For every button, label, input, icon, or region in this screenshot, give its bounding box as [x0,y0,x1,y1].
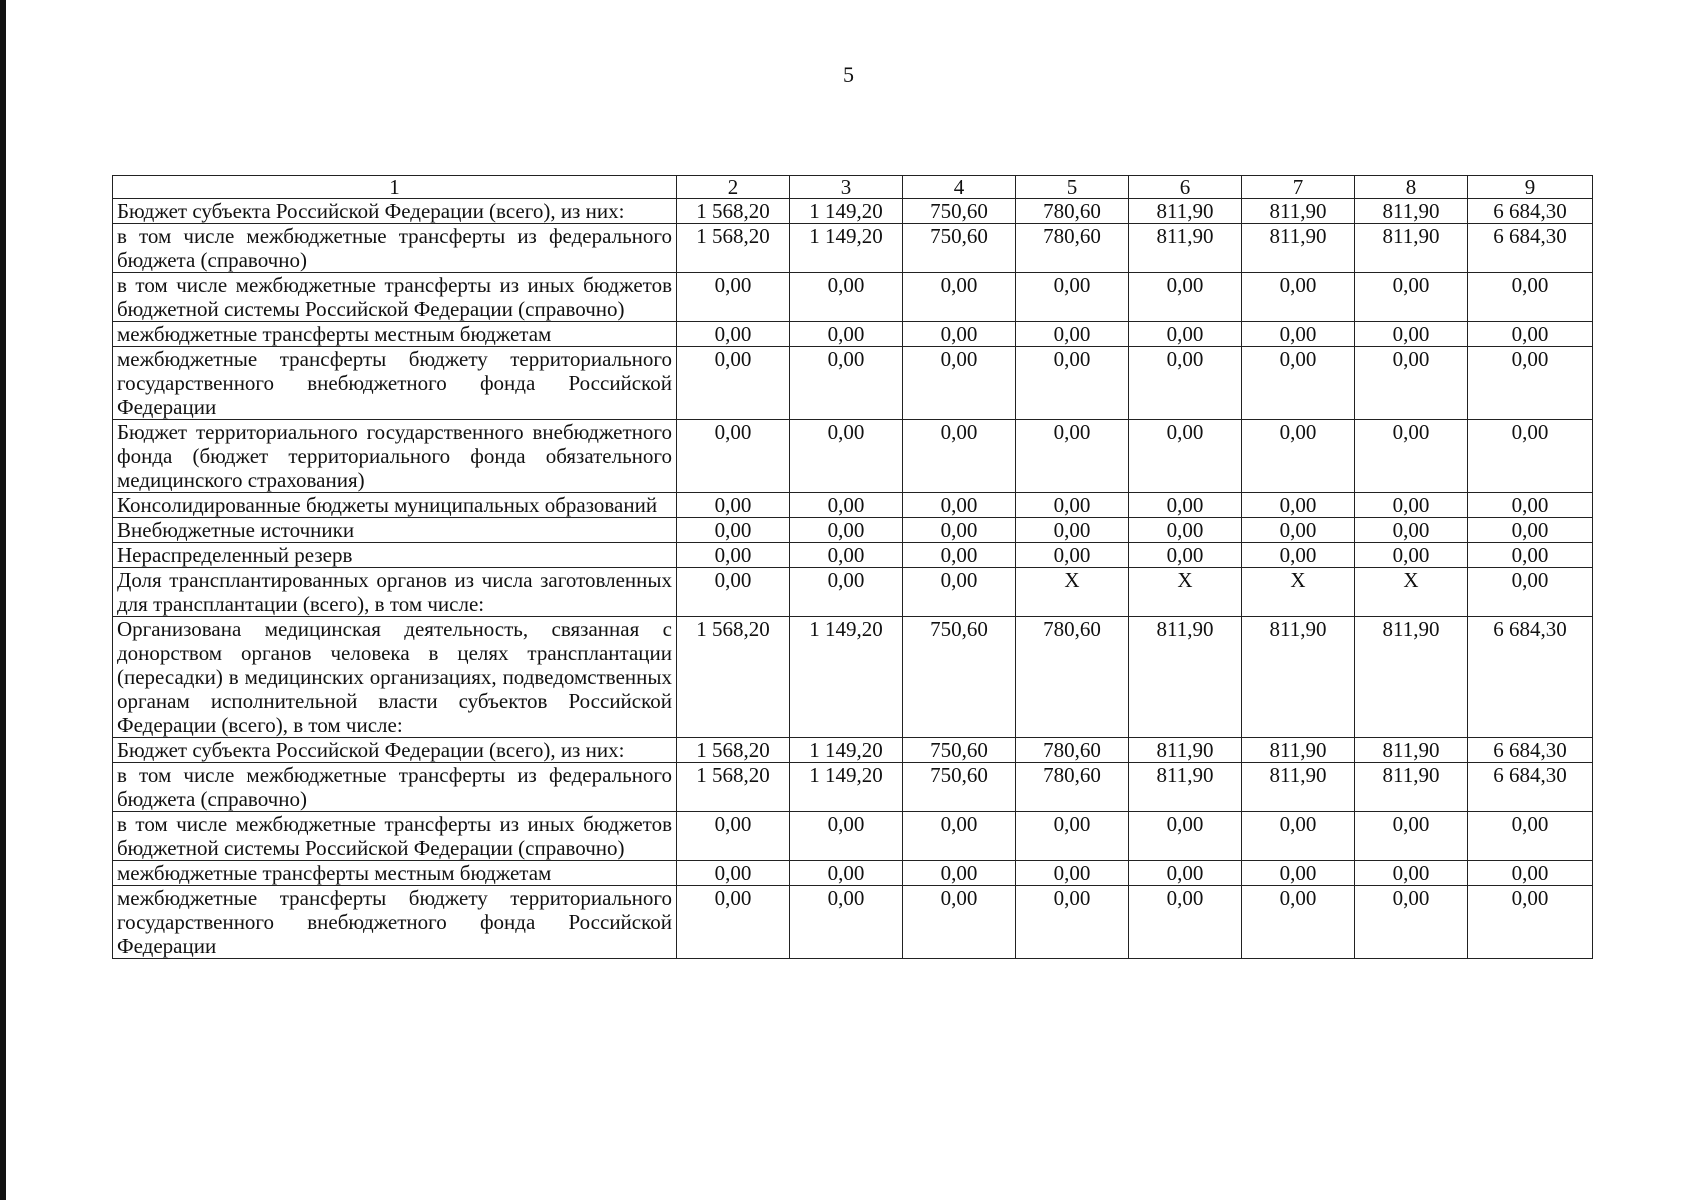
table-row [113,861,1593,886]
table-row [113,812,1593,861]
row-label: Консолидированные бюджеты муниципальных образований [113,493,677,518]
value-cell: 0,00 [1242,543,1355,568]
value-cell: 0,00 [1468,812,1593,861]
value-cell: 0,00 [1129,518,1242,543]
value-cell: 0,00 [903,347,1016,420]
row-label: в том числе межбюджетные трансферты из федерального бюджета (справочно) [113,763,677,812]
value-cell: 0,00 [677,347,790,420]
value-cell: 1 568,20 [677,224,790,273]
value-cell: 0,00 [1355,812,1468,861]
row-label: Доля трансплантированных органов из числа заготовленных для трансплантации (всего), в том числе: [113,568,677,617]
scan-edge [0,0,6,1200]
value-cell: 0,00 [1468,493,1593,518]
value-cell: 0,00 [1016,493,1129,518]
value-cell: 0,00 [1355,518,1468,543]
value-cell: 750,60 [903,763,1016,812]
column-header: 6 [1129,176,1242,199]
value-cell: 0,00 [677,568,790,617]
value-cell: 780,60 [1016,199,1129,224]
value-cell: 0,00 [790,273,903,322]
value-cell: 0,00 [1468,861,1593,886]
value-cell: 1 149,20 [790,224,903,273]
value-cell: 0,00 [1468,420,1593,493]
row-label: Внебюджетные источники [113,518,677,543]
value-cell: 6 684,30 [1468,738,1593,763]
value-cell: 0,00 [1468,347,1593,420]
row-label: межбюджетные трансферты бюджету территориального государственного внебюджетного фонда Российской Федерации [113,347,677,420]
value-cell: 0,00 [1129,812,1242,861]
value-cell: 0,00 [677,812,790,861]
value-cell: 0,00 [1242,493,1355,518]
value-cell: 0,00 [790,518,903,543]
value-cell: 811,90 [1355,617,1468,738]
table-row [113,518,1593,543]
table-row [113,347,1593,420]
value-cell: 780,60 [1016,738,1129,763]
value-cell: X [1016,568,1129,617]
value-cell: 0,00 [1016,322,1129,347]
column-header: 8 [1355,176,1468,199]
value-cell: 0,00 [1468,518,1593,543]
value-cell: 0,00 [1242,518,1355,543]
value-cell: 0,00 [790,568,903,617]
table-row [113,568,1593,617]
value-cell: 0,00 [1129,347,1242,420]
value-cell: 811,90 [1242,224,1355,273]
table-body [113,199,1593,959]
value-cell: X [1355,568,1468,617]
row-label: в том числе межбюджетные трансферты из иных бюджетов бюджетной системы Российской Федерации (справочно) [113,812,677,861]
value-cell: 0,00 [677,861,790,886]
value-cell: 780,60 [1016,224,1129,273]
value-cell: 811,90 [1242,738,1355,763]
value-cell: X [1129,568,1242,617]
row-label: Бюджет территориального государственного внебюджетного фонда (бюджет территориального фонда обязательного медицинского страхования) [113,420,677,493]
value-cell: 0,00 [1016,812,1129,861]
value-cell: 0,00 [1129,273,1242,322]
value-cell: 0,00 [677,273,790,322]
value-cell: 0,00 [1242,322,1355,347]
value-cell: 0,00 [790,347,903,420]
value-cell: 0,00 [903,886,1016,959]
value-cell: 0,00 [790,543,903,568]
value-cell: 0,00 [903,273,1016,322]
column-header: 9 [1468,176,1593,199]
value-cell: 780,60 [1016,763,1129,812]
row-label: межбюджетные трансферты местным бюджетам [113,322,677,347]
value-cell: 0,00 [1016,420,1129,493]
value-cell: 0,00 [1129,886,1242,959]
value-cell: 811,90 [1355,763,1468,812]
value-cell: 0,00 [790,886,903,959]
value-cell: X [1242,568,1355,617]
value-cell: 811,90 [1129,763,1242,812]
value-cell: 811,90 [1355,738,1468,763]
table-row [113,886,1593,959]
value-cell: 750,60 [903,738,1016,763]
value-cell: 1 149,20 [790,199,903,224]
value-cell: 1 568,20 [677,617,790,738]
value-cell: 0,00 [1242,420,1355,493]
value-cell: 0,00 [1129,420,1242,493]
table-row [113,199,1593,224]
value-cell: 0,00 [677,886,790,959]
value-cell: 0,00 [1242,861,1355,886]
value-cell: 0,00 [1016,273,1129,322]
value-cell: 811,90 [1129,224,1242,273]
row-label: Организована медицинская деятельность, связанная с донорством органов человека в целях трансплантации (пересадки) в медицинских организациях, подведомственных органам исполнительной власти субъектов Российской Федерации (всего), в том числе: [113,617,677,738]
value-cell: 0,00 [790,322,903,347]
value-cell: 0,00 [1016,861,1129,886]
value-cell: 0,00 [1129,861,1242,886]
row-label: межбюджетные трансферты местным бюджетам [113,861,677,886]
value-cell: 0,00 [903,543,1016,568]
value-cell: 780,60 [1016,617,1129,738]
value-cell: 811,90 [1129,199,1242,224]
value-cell: 0,00 [790,420,903,493]
table-row [113,420,1593,493]
column-header: 4 [903,176,1016,199]
value-cell: 0,00 [1016,886,1129,959]
value-cell: 0,00 [903,568,1016,617]
value-cell: 1 149,20 [790,738,903,763]
value-cell: 0,00 [1242,347,1355,420]
value-cell: 0,00 [1016,518,1129,543]
value-cell: 0,00 [1355,861,1468,886]
value-cell: 750,60 [903,617,1016,738]
row-label: Нераспределенный резерв [113,543,677,568]
value-cell: 0,00 [903,861,1016,886]
column-header: 7 [1242,176,1355,199]
value-cell: 0,00 [1468,568,1593,617]
value-cell: 811,90 [1242,199,1355,224]
value-cell: 0,00 [677,543,790,568]
value-cell: 0,00 [1355,493,1468,518]
row-label: в том числе межбюджетные трансферты из федерального бюджета (справочно) [113,224,677,273]
value-cell: 0,00 [1355,273,1468,322]
value-cell: 0,00 [1242,886,1355,959]
table-row [113,543,1593,568]
value-cell: 750,60 [903,224,1016,273]
value-cell: 6 684,30 [1468,763,1593,812]
table-row [113,617,1593,738]
value-cell: 0,00 [1355,420,1468,493]
column-header: 3 [790,176,903,199]
table-row [113,273,1593,322]
budget-table [112,175,1593,959]
value-cell: 1 568,20 [677,738,790,763]
value-cell: 0,00 [677,493,790,518]
column-header: 1 [113,176,677,199]
header-row [113,176,1593,199]
value-cell: 0,00 [1129,543,1242,568]
value-cell: 0,00 [790,812,903,861]
value-cell: 0,00 [677,518,790,543]
value-cell: 0,00 [1016,347,1129,420]
value-cell: 0,00 [790,493,903,518]
row-label: Бюджет субъекта Российской Федерации (всего), из них: [113,738,677,763]
value-cell: 0,00 [1242,273,1355,322]
table-row [113,738,1593,763]
value-cell: 811,90 [1242,763,1355,812]
value-cell: 6 684,30 [1468,224,1593,273]
value-cell: 811,90 [1129,738,1242,763]
table-row [113,763,1593,812]
value-cell: 0,00 [1016,543,1129,568]
value-cell: 0,00 [1468,886,1593,959]
value-cell: 0,00 [1468,543,1593,568]
value-cell: 0,00 [677,322,790,347]
column-header: 5 [1016,176,1129,199]
value-cell: 1 149,20 [790,763,903,812]
table-row [113,493,1593,518]
page-number: 5 [843,62,854,87]
value-cell: 0,00 [1355,322,1468,347]
value-cell: 811,90 [1355,199,1468,224]
value-cell: 0,00 [903,420,1016,493]
value-cell: 6 684,30 [1468,199,1593,224]
value-cell: 0,00 [1355,347,1468,420]
value-cell: 1 149,20 [790,617,903,738]
value-cell: 6 684,30 [1468,617,1593,738]
value-cell: 750,60 [903,199,1016,224]
value-cell: 811,90 [1355,224,1468,273]
value-cell: 0,00 [903,518,1016,543]
value-cell: 0,00 [1468,322,1593,347]
value-cell: 811,90 [1129,617,1242,738]
value-cell: 1 568,20 [677,763,790,812]
value-cell: 0,00 [1468,273,1593,322]
table-row [113,224,1593,273]
value-cell: 1 568,20 [677,199,790,224]
value-cell: 0,00 [1129,322,1242,347]
column-header: 2 [677,176,790,199]
value-cell: 0,00 [903,812,1016,861]
value-cell: 0,00 [677,420,790,493]
table-row [113,322,1593,347]
value-cell: 0,00 [903,493,1016,518]
value-cell: 0,00 [903,322,1016,347]
row-label: Бюджет субъекта Российской Федерации (всего), из них: [113,199,677,224]
value-cell: 811,90 [1242,617,1355,738]
row-label: в том числе межбюджетные трансферты из иных бюджетов бюджетной системы Российской Федерации (справочно) [113,273,677,322]
value-cell: 0,00 [1129,493,1242,518]
value-cell: 0,00 [1355,886,1468,959]
value-cell: 0,00 [1242,812,1355,861]
value-cell: 0,00 [1355,543,1468,568]
row-label: межбюджетные трансферты бюджету территориального государственного внебюджетного фонда Российской Федерации [113,886,677,959]
value-cell: 0,00 [790,861,903,886]
